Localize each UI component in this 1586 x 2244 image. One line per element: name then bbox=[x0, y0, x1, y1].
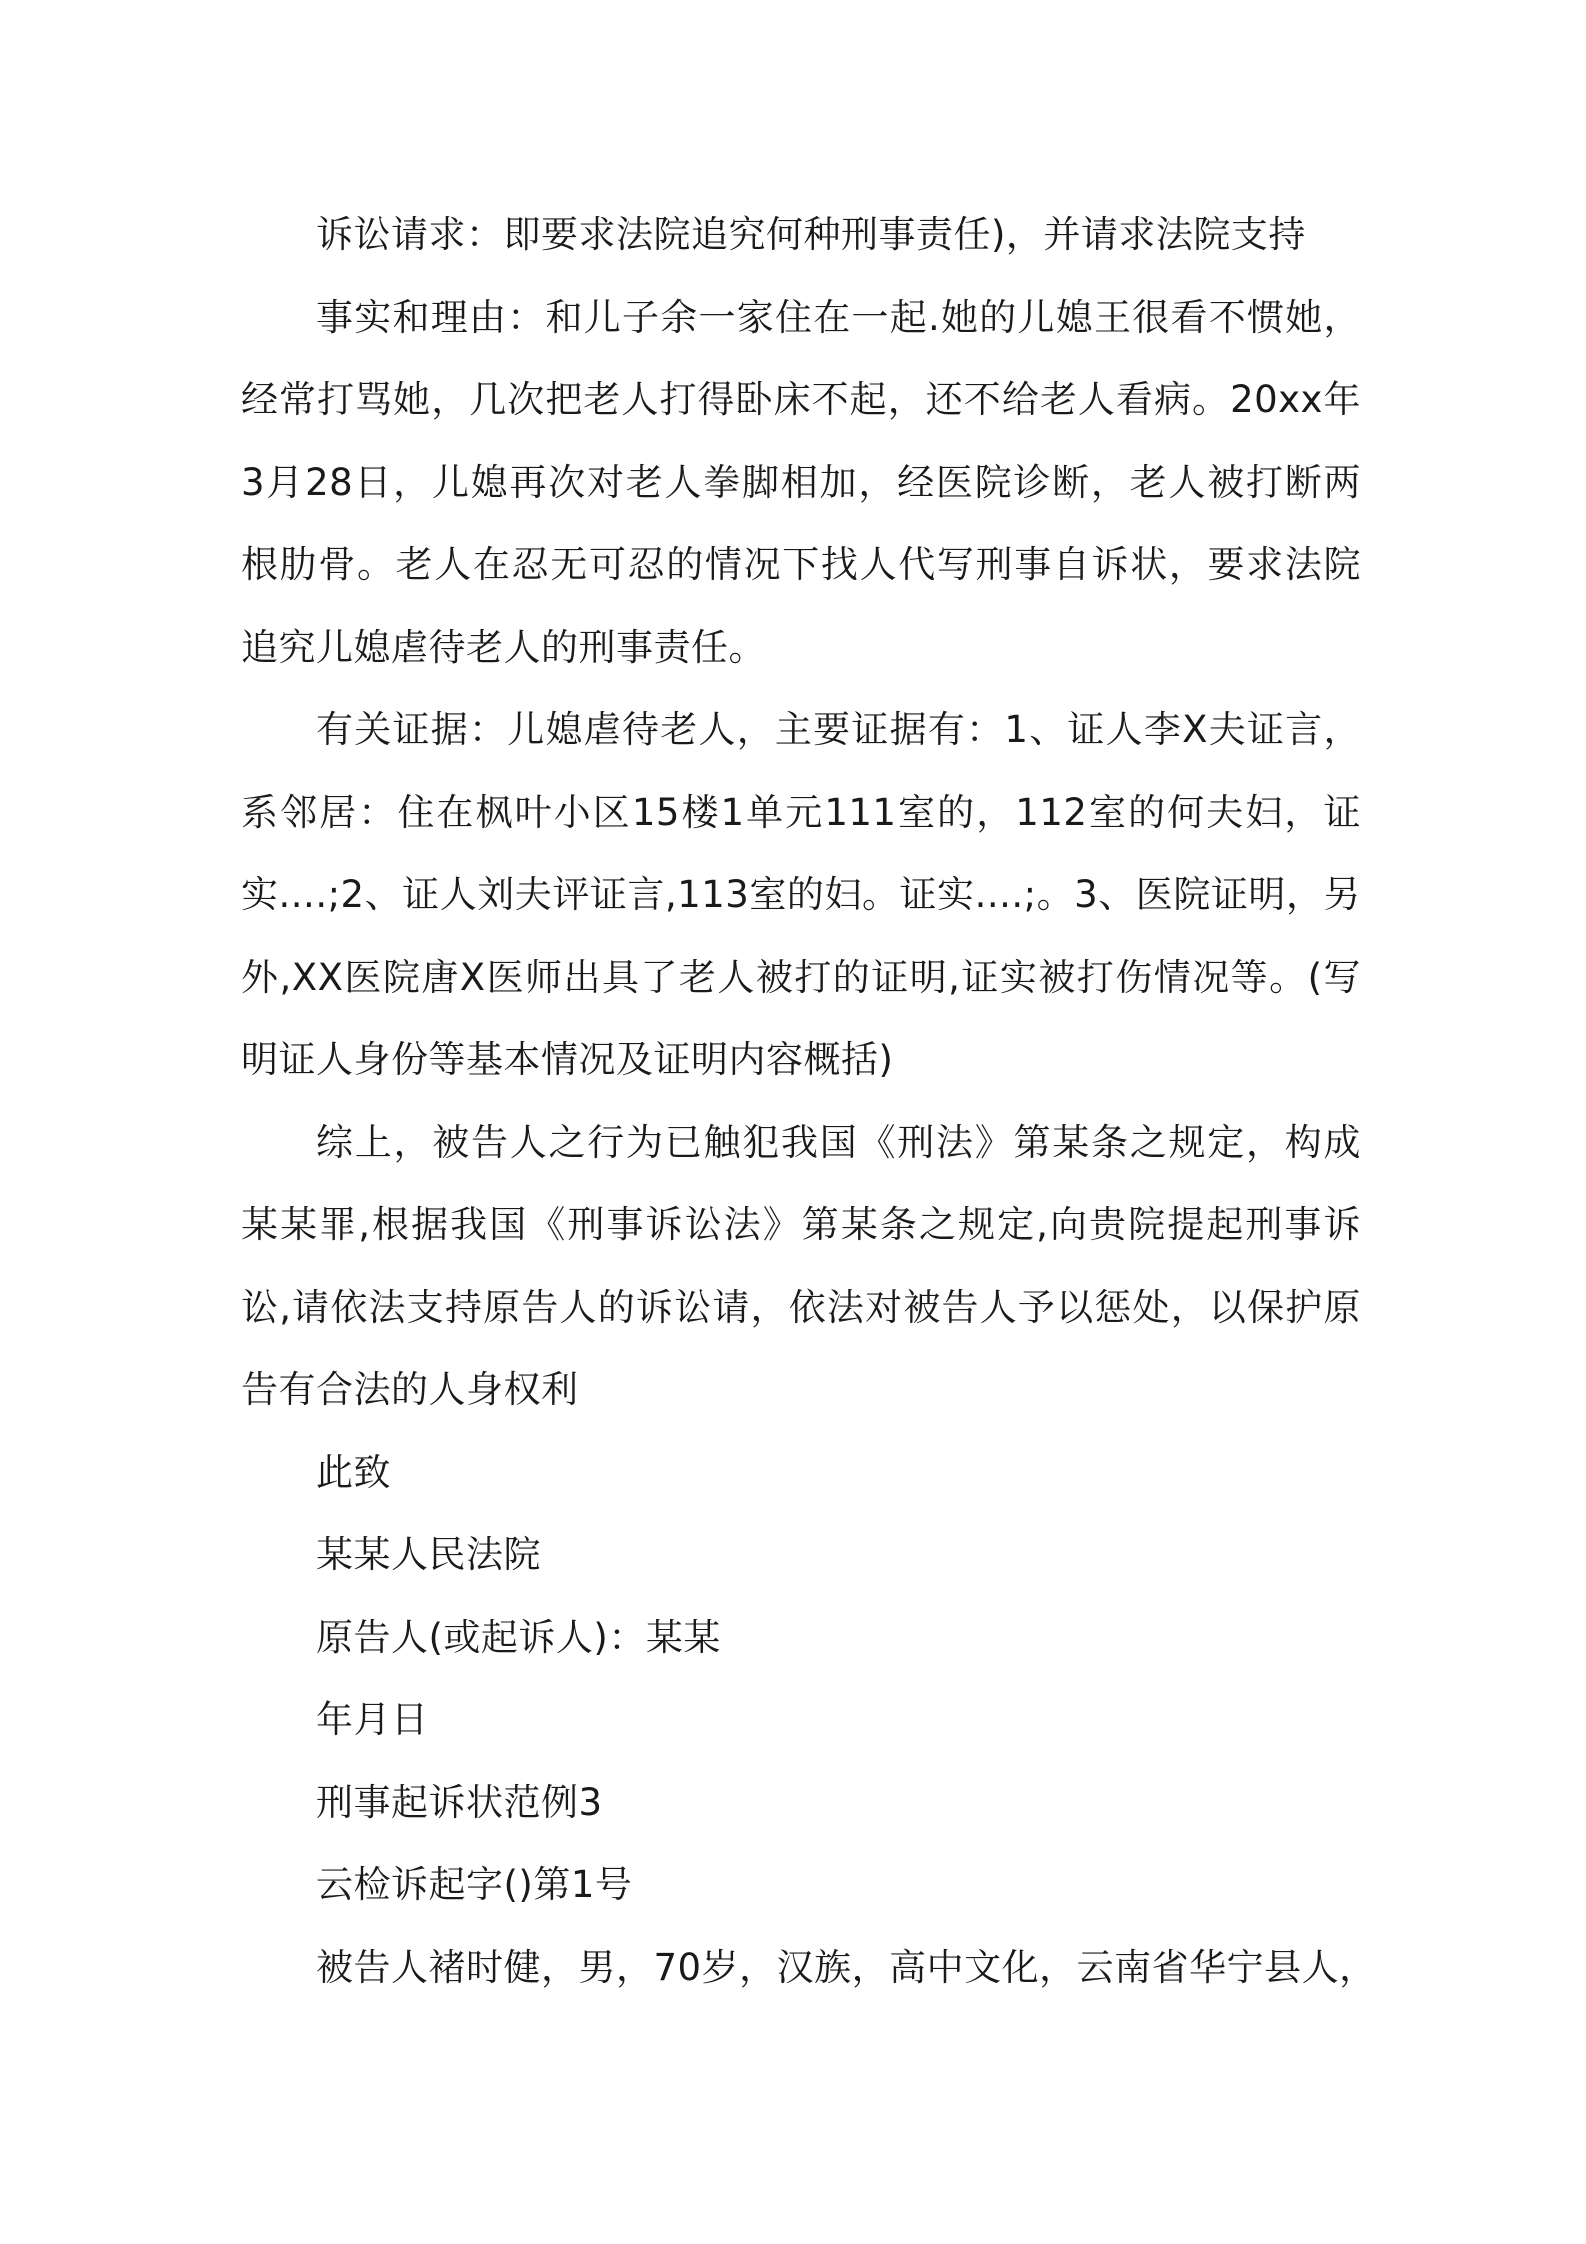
paragraph-evidence: 有关证据：儿媳虐待老人，主要证据有：1、证人李X夫证言，系邻居：住在枫叶小区15楼1单元111室的，112室的何夫妇，证实....;2、证人刘夫评证言,113室的妇。证实....;。3、医院证明，另外,XX医院唐X医师出具了老人被打的证明,证实被打伤情况等。(写明证人身份等基本情况及证明内容概括) bbox=[241, 708, 1361, 1081]
case-number-line: 云检诉起字()第1号 bbox=[316, 1863, 633, 1906]
court-name-line: 某某人民法院 bbox=[316, 1533, 541, 1576]
salutation-line: 此致 bbox=[316, 1450, 391, 1494]
date-line: 年月日 bbox=[316, 1698, 429, 1741]
document-body bbox=[241, 194, 1377, 2009]
paragraph-litigation-request: 诉讼请求：即要求法院追究何种刑事责任)，并请求法院支持 bbox=[316, 213, 1306, 256]
defendant-info-line: 被告人褚时健，男，70岁，汉族，高中文化，云南省华宁县人， bbox=[316, 1945, 1377, 1989]
paragraph-facts-and-reasons: 事实和理由：和儿子余一家住在一起.她的儿媳王很看不惯她，经常打骂她，几次把老人打得卧床不起，还不给老人看病。20xx年3月28日，儿媳再次对老人拳脚相加，经医院诊断，老人被打断两根肋骨。老人在忍无可忍的情况下找人代写刑事自诉状，要求法院追究儿媳虐待老人的刑事责任。 bbox=[241, 295, 1361, 669]
plaintiff-line: 原告人(或起诉人)：某某 bbox=[316, 1615, 721, 1659]
example-title-line: 刑事起诉状范例3 bbox=[316, 1780, 603, 1824]
paragraph-conclusion: 综上，被告人之行为已触犯我国《刑法》第某条之规定，构成某某罪,根据我国《刑事诉讼法》第某条之规定,向贵院提起刑事诉讼,请依法支持原告人的诉讼请，依法对被告人予以惩处，以保护原告有合法的人身权利 bbox=[241, 1120, 1361, 1411]
